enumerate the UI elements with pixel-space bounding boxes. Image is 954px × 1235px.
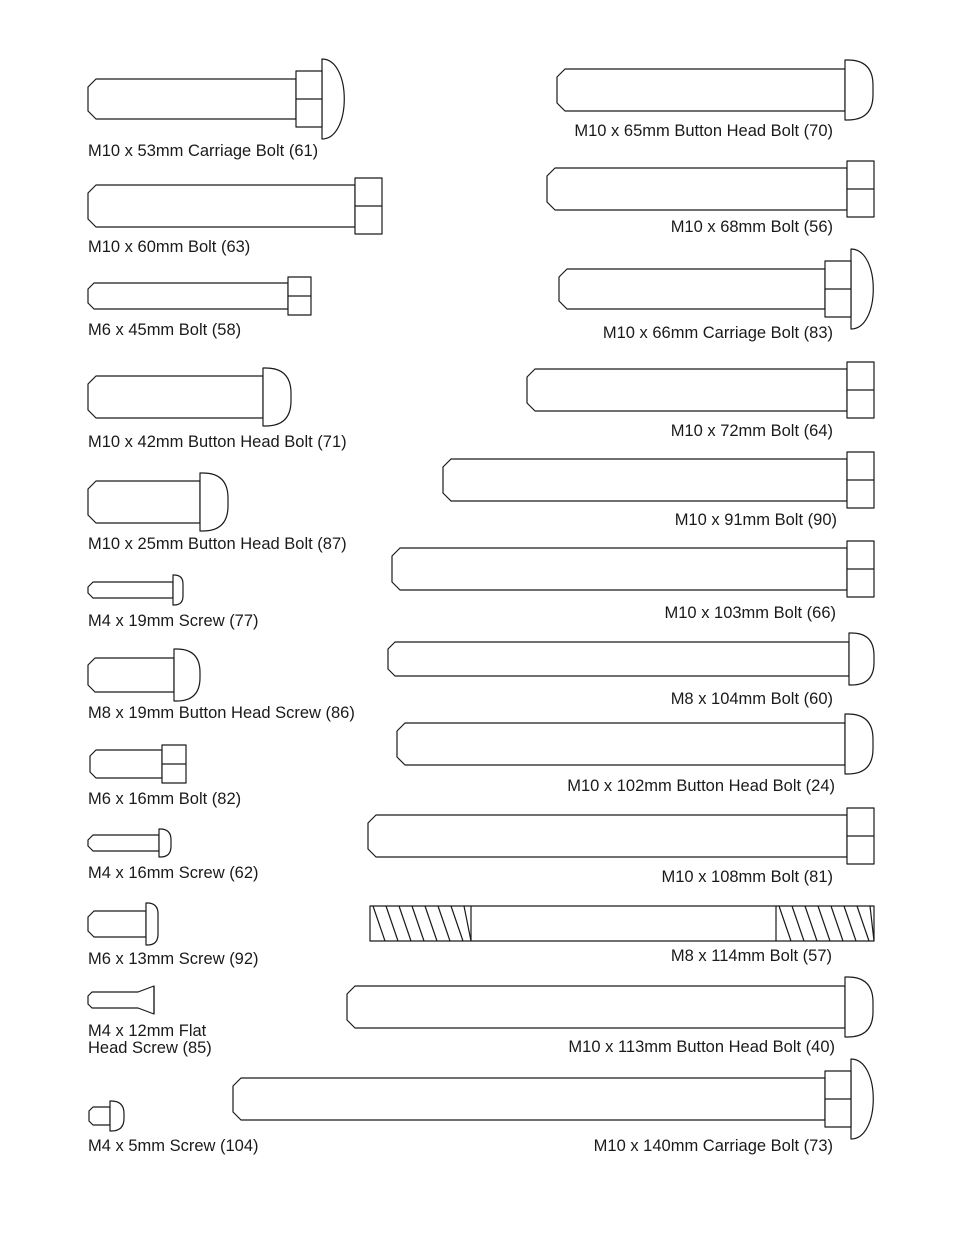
screw-92-drawing [88, 903, 158, 945]
label-button-head-bolt-71: M10 x 42mm Button Head Bolt (71) [88, 433, 347, 451]
button-head-bolt-70-drawing [557, 60, 873, 120]
label-flat-head-screw-85-line2: Head Screw (85) [88, 1039, 212, 1057]
bolt-56-drawing [547, 161, 874, 217]
bolt-82-drawing [90, 745, 186, 783]
bolt-66-drawing [392, 541, 874, 597]
screw-77-drawing [88, 575, 183, 605]
bolt-81-drawing [368, 808, 874, 864]
label-bolt-56: M10 x 68mm Bolt (56) [670, 218, 833, 236]
button-head-bolt-71-drawing [88, 368, 291, 426]
label-button-head-bolt-87: M10 x 25mm Button Head Bolt (87) [88, 535, 347, 553]
label-bolt-57: M8 x 114mm Bolt (57) [670, 947, 832, 965]
label-carriage-bolt-61: M10 x 53mm Carriage Bolt (61) [88, 142, 319, 160]
label-flat-head-screw-85-line1: M4 x 12mm Flat [88, 1022, 207, 1040]
label-screw-77: M4 x 19mm Screw (77) [88, 612, 259, 630]
label-screw-104: M4 x 5mm Screw (104) [88, 1137, 259, 1155]
label-button-head-bolt-70: M10 x 65mm Button Head Bolt (70) [574, 122, 833, 140]
label-bolt-90: M10 x 91mm Bolt (90) [674, 511, 837, 529]
label-screw-92: M6 x 13mm Screw (92) [88, 950, 259, 968]
label-button-head-bolt-24: M10 x 102mm Button Head Bolt (24) [567, 777, 835, 795]
label-button-head-screw-86: M8 x 19mm Button Head Screw (86) [88, 704, 355, 722]
label-carriage-bolt-83: M10 x 66mm Carriage Bolt (83) [602, 324, 833, 342]
bolt-90-drawing [443, 452, 874, 508]
button-head-screw-86-drawing [88, 649, 200, 701]
button-head-bolt-87-drawing [88, 473, 228, 531]
button-head-bolt-24-drawing [397, 714, 873, 774]
label-bolt-82: M6 x 16mm Bolt (82) [88, 790, 242, 808]
label-screw-62: M4 x 16mm Screw (62) [88, 864, 259, 882]
bolt-57-drawing [370, 906, 874, 941]
label-bolt-58: M6 x 45mm Bolt (58) [88, 321, 242, 339]
label-bolt-64: M10 x 72mm Bolt (64) [670, 422, 833, 440]
bolt-60-drawing [388, 633, 874, 685]
screw-62-drawing [88, 829, 171, 857]
bolt-63-drawing [88, 178, 382, 234]
carriage-bolt-73-drawing [233, 1059, 873, 1139]
label-carriage-bolt-73: M10 x 140mm Carriage Bolt (73) [593, 1137, 833, 1155]
flat-head-screw-85-drawing [88, 986, 154, 1014]
label-bolt-60: M8 x 104mm Bolt (60) [670, 690, 833, 708]
button-head-bolt-40-drawing [347, 977, 873, 1037]
label-button-head-bolt-40: M10 x 113mm Button Head Bolt (40) [568, 1038, 835, 1056]
label-bolt-63: M10 x 60mm Bolt (63) [88, 238, 251, 256]
label-bolt-81: M10 x 108mm Bolt (81) [661, 868, 833, 886]
bolt-58-drawing [88, 277, 311, 315]
bolt-64-drawing [527, 362, 874, 418]
label-bolt-66: M10 x 103mm Bolt (66) [664, 604, 836, 622]
carriage-bolt-83-drawing [559, 249, 873, 329]
carriage-bolt-61-drawing [88, 59, 344, 139]
screw-104-drawing [89, 1101, 124, 1131]
